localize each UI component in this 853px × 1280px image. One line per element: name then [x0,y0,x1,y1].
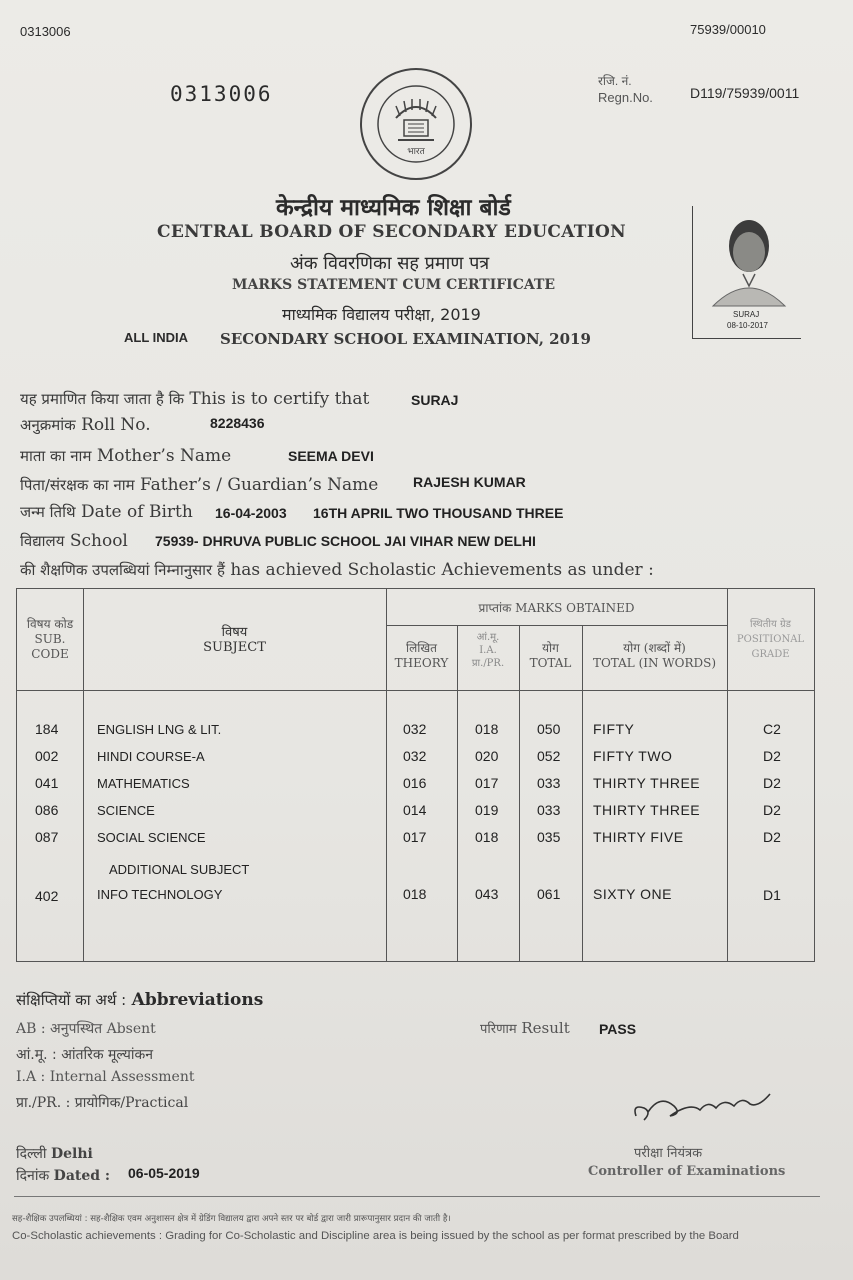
header-grade-label: POSITIONAL GRADE [736,634,805,660]
footer-hindi: सह-शैक्षिक उपलब्धियां : सह-शैक्षिक एवम अनुशासन क्षेत्र में ग्रेडिंग विद्यालय द्वारा अपने स्तर पर बोर्ड द्वारा जारी प्रारूपानुसार प्रदान की जाती है। [12,1214,451,1224]
footer-text: Co-Scholastic achievements : Grading for Co-Scholastic and Discipline area is being issued by the school as per format prescribed by the Board [12,1230,739,1242]
result-label-hindi: परिणाम [480,1022,517,1037]
table-row-0-code: 184 [35,721,59,737]
table-row-5-total: 061 [537,886,561,902]
certify-label: This is to certify that [189,389,370,409]
achieved-line [20,560,654,580]
table-row-5-grade: D1 [763,887,781,903]
abbr-ia: I.A : Internal Assessment [16,1069,195,1085]
svg-text:भारत: भारत [407,147,425,157]
regn-label: Regn.No. [598,90,653,105]
photo-caption-name: SURAJ [733,310,760,319]
table-row-0-total: 050 [537,721,561,737]
top-left-number: 0313006 [20,24,71,39]
header-theory [386,641,457,671]
header-theory-label: THEORY [394,656,449,670]
controller-signature [630,1086,780,1130]
header-subject-hindi: विषय [221,625,248,640]
table-row-5-ia: 043 [475,886,499,902]
dob-value: 16-04-2003 [215,505,287,521]
table-row-0-words: FIFTY [593,721,635,737]
regn-label-hindi: रजि. नं. [598,74,632,88]
table-row-1-words: FIFTY TWO [593,748,673,764]
header-total [519,641,582,671]
footer-rule [14,1196,820,1197]
board-name-hindi: केन्द्रीय माध्यमिक शिक्षा बोर्ड [276,195,511,221]
table-row-2-total: 033 [537,775,561,791]
table-row-4-total: 035 [537,829,561,845]
result-label: Result [521,1019,570,1037]
abbreviations-title-hindi: संक्षिप्तियों का अर्थ : [16,991,127,1009]
mother-name: SEEMA DEVI [288,448,374,464]
marks-table [16,588,815,962]
result-label-line [480,1019,570,1037]
abbr-pr: प्रा./PR. : प्रायोगिक/Practical [16,1095,189,1111]
header-theory-hindi: लिखित [405,641,437,655]
table-row-1-ia: 020 [475,748,499,764]
table-row-2-grade: D2 [763,775,781,791]
header-ia [457,631,519,670]
roll-label: Roll No. [81,415,151,435]
header-words [582,641,727,671]
table-row-3-theory: 014 [403,802,427,818]
table-row-2-ia: 017 [475,775,499,791]
header-subject-label: SUBJECT [203,640,266,655]
header-marks [386,601,727,616]
table-row-0-ia: 018 [475,721,499,737]
place-label: Delhi [50,1146,93,1162]
exam-name: SECONDARY SCHOOL EXAMINATION, 2019 [220,330,591,348]
dob-label: Date of Birth [80,502,193,522]
exam-scope: ALL INDIA [124,330,189,345]
place-hindi: दिल्ली [16,1146,47,1162]
achieved-label: has achieved Scholastic Achievements as under : [230,560,654,580]
dob-hindi: जन्म तिथि [20,503,76,521]
table-row-3-code: 086 [35,802,59,818]
exam-hindi: माध्यमिक विद्यालय परीक्षा, 2019 [282,305,481,324]
candidate-photo [692,206,801,339]
school-label: School [69,531,128,551]
table-row-4-code: 087 [35,829,59,845]
cbse-emblem [358,66,474,182]
table-row-1-theory: 032 [403,748,427,764]
father-hindi: पिता/संरक्षक का नाम [20,476,135,494]
photo-caption-date: 08-10-2017 [727,321,768,330]
header-grade [727,617,814,662]
table-row-4-grade: D2 [763,829,781,845]
school-hindi: विद्यालय [20,532,65,550]
roll-line [20,415,151,435]
table-row-2-subject: MATHEMATICS [97,776,190,791]
roll-hindi: अनुक्रमांक [20,416,76,434]
table-row-0-grade: C2 [763,721,781,737]
header-words-label: TOTAL (IN WORDS) [592,656,717,670]
certify-line [20,389,369,409]
abbr-ia-hindi: आं.मू. : आंतरिक मूल्यांकन [16,1047,154,1063]
table-row-2-words: THIRTY THREE [593,775,701,791]
table-row-4-words: THIRTY FIVE [593,829,684,845]
dated-hindi: दिनांक [16,1168,50,1184]
header-ia-label: I.A. [479,645,497,656]
table-row-0-subject: ENGLISH LNG & LIT. [97,722,222,737]
school-value: 75939- DHRUVA PUBLIC SCHOOL JAI VIHAR NEW DELHI [155,533,536,549]
abbreviations-title-label: Abbreviations [131,990,264,1010]
roll-number: 8228436 [210,415,265,431]
table-row-5-words: SIXTY ONE [593,886,672,902]
controller-hindi: परीक्षा नियंत्रक [634,1146,703,1161]
result-value: PASS [599,1021,637,1037]
table-row-2-theory: 016 [403,775,427,791]
header-subject [83,625,386,655]
regn-number: D119/75939/0011 [690,85,800,101]
table-row-3-subject: SCIENCE [97,803,155,818]
table-row-5-theory: 018 [403,886,427,902]
father-name: RAJESH KUMAR [413,474,526,490]
doc-title: MARKS STATEMENT CUM CERTIFICATE [232,277,556,293]
header-total-label: TOTAL [529,656,572,670]
header-code [17,617,83,662]
header-pr-label: प्रा./PR. [471,658,505,669]
table-row-3-grade: D2 [763,802,781,818]
candidate-name: SURAJ [411,392,459,408]
header-code-label: SUB. CODE [31,632,69,661]
table-row-4-theory: 017 [403,829,427,845]
additional-subject-label: ADDITIONAL SUBJECT [109,862,250,877]
dated-value: 06-05-2019 [128,1165,200,1181]
top-right-number: 75939/00010 [690,22,766,37]
table-row-1-subject: HINDI COURSE-A [97,749,205,764]
mother-label: Mother’s Name [96,446,232,466]
dob-words: 16TH APRIL TWO THOUSAND THREE [313,505,564,521]
father-label: Father’s / Guardian’s Name [139,475,379,495]
table-row-1-grade: D2 [763,748,781,764]
dob-line [20,502,193,522]
header-words-hindi: योग (शब्दों में) [623,641,686,655]
abbreviations-title [16,990,263,1010]
table-row-3-words: THIRTY THREE [593,802,701,818]
abbr-ab: AB : अनुपस्थित Absent [16,1021,156,1037]
table-row-0-theory: 032 [403,721,427,737]
table-row-1-total: 052 [537,748,561,764]
board-name: CENTRAL BOARD OF SECONDARY EDUCATION [157,222,626,242]
header-code-hindi: विषय कोड [26,617,74,631]
father-line [20,475,378,495]
dated-line [16,1166,110,1185]
table-row-4-ia: 018 [475,829,499,845]
certify-hindi: यह प्रमाणित किया जाता है कि [20,390,184,408]
table-row-2-code: 041 [35,775,59,791]
header-marks-hindi: प्राप्तांक [478,601,512,615]
controller-label: Controller of Examinations [588,1164,786,1179]
header-total-hindi: योग [542,641,559,655]
table-row-5-code: 402 [35,888,59,904]
header-ia-hindi: आं.मू. [476,632,500,643]
mother-line [20,446,231,466]
table-row-4-subject: SOCIAL SCIENCE [97,830,206,845]
table-row-3-total: 033 [537,802,561,818]
header-marks-label: MARKS OBTAINED [515,601,635,615]
header-grade-hindi: स्थितीय ग्रेड [750,619,791,630]
table-row-1-code: 002 [35,748,59,764]
table-row-3-ia: 019 [475,802,499,818]
doc-title-hindi: अंक विवरणिका सह प्रमाण पत्र [290,253,490,274]
achieved-hindi: की शैक्षणिक उपलब्धियां निम्नानुसार हैं [20,561,225,579]
table-row-5-subject: INFO TECHNOLOGY [97,887,223,902]
mother-hindi: माता का नाम [20,447,92,465]
place-line [16,1144,93,1163]
serial-number: 0313006 [170,82,273,106]
dated-label: Dated : [53,1168,111,1184]
school-line [20,531,128,551]
